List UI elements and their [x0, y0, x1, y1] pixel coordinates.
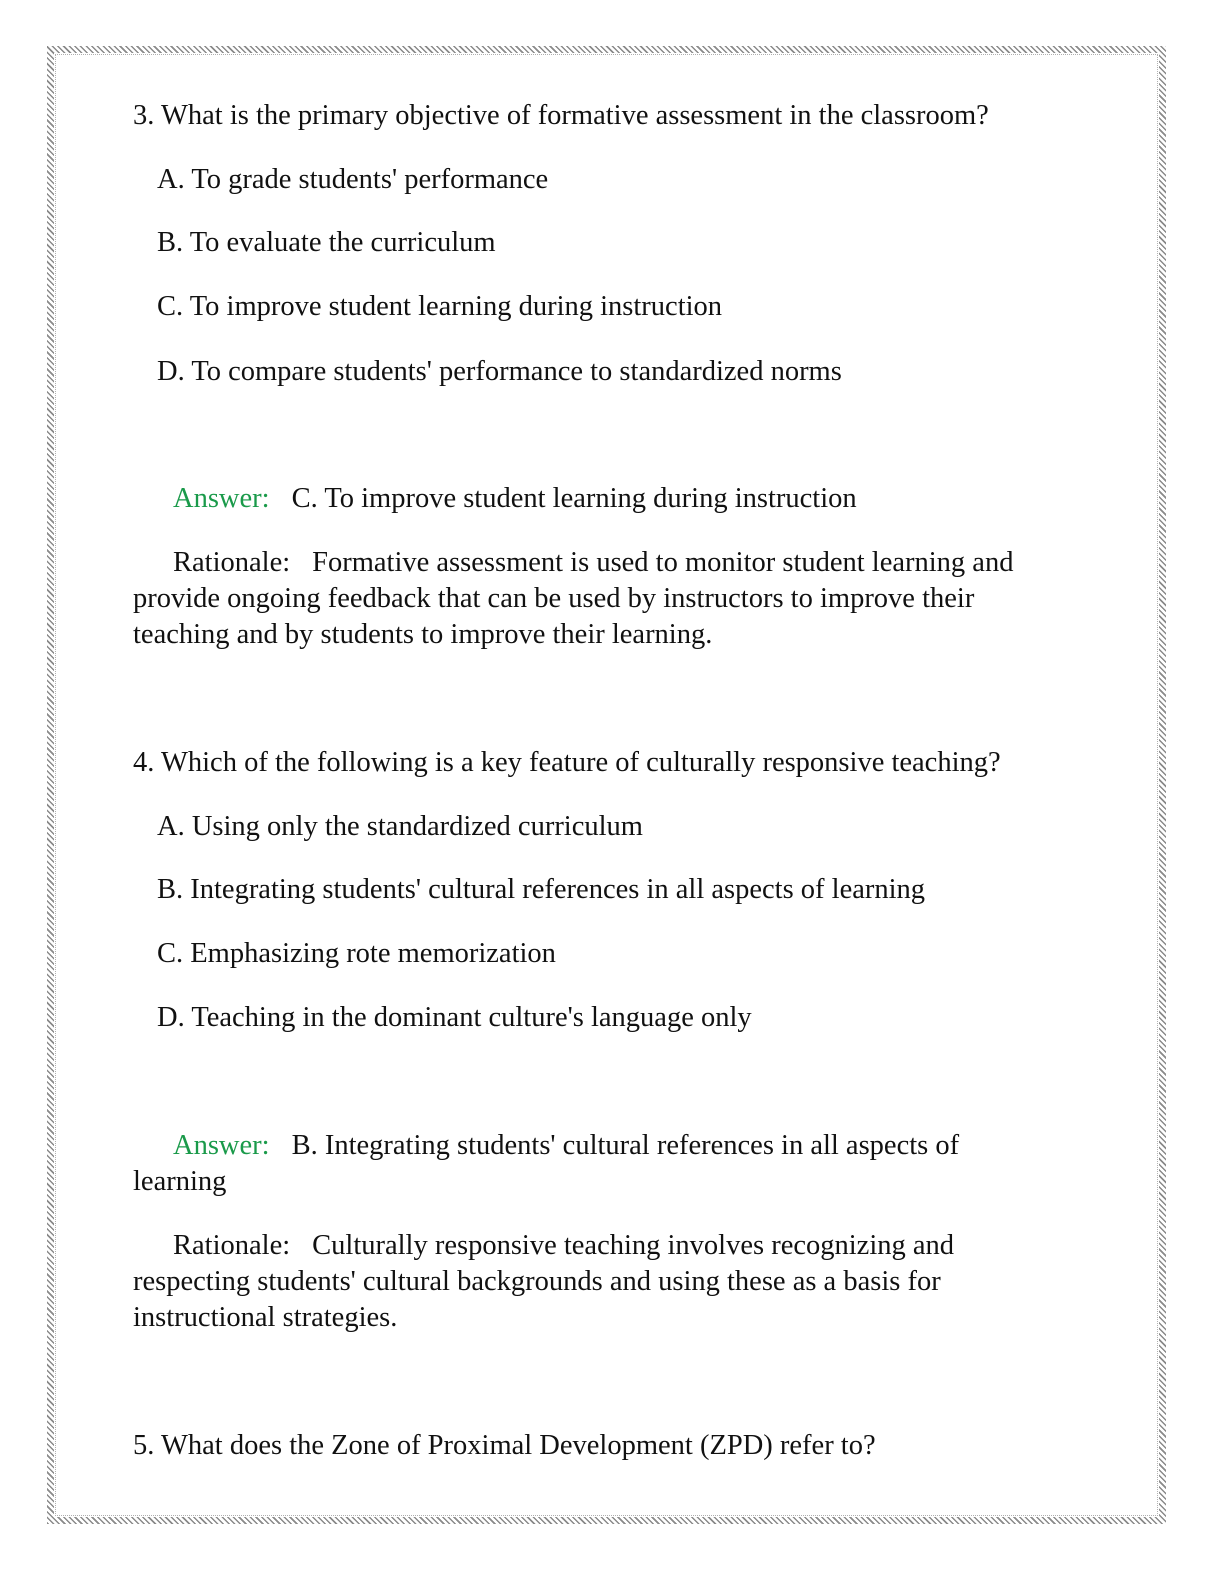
rationale-label: Rationale:: [173, 1230, 291, 1261]
question-4-text: 4. Which of the following is a key feature of culturally responsive teaching?: [133, 747, 1001, 778]
question-3-option-d: D. To compare students' performance to standardized norms: [157, 356, 842, 387]
question-5-text: 5. What does the Zone of Proximal Development (ZPD) refer to?: [133, 1430, 876, 1461]
question-4-option-b: B. Integrating students' cultural references in all aspects of learning: [157, 874, 926, 905]
question-4-option-d: D. Teaching in the dominant culture's language only: [157, 1002, 752, 1033]
rationale-text: Culturally responsive teaching involves recognizing and respecting students' cultural backgrounds and using these as a basis for instructional strategies.: [133, 1230, 955, 1333]
answer-text: C. To improve student learning during instruction: [291, 483, 857, 514]
question-3-rationale: [133, 545, 1048, 653]
question-4-answer: [133, 1128, 1033, 1200]
question-4-option-c: C. Emphasizing rote memorization: [157, 938, 556, 969]
answer-label: Answer:: [173, 1130, 270, 1161]
question-4-option-a: A. Using only the standardized curriculum: [157, 811, 643, 842]
answer-label: Answer:: [173, 483, 270, 514]
rationale-label: Rationale:: [173, 547, 291, 578]
question-3-option-b: B. To evaluate the curriculum: [157, 227, 496, 258]
answer-text: B. Integrating students' cultural references in all aspects of learning: [133, 1130, 960, 1197]
question-3-text: 3. What is the primary objective of formative assessment in the classroom?: [133, 100, 989, 131]
question-3-answer: [133, 481, 1033, 517]
question-3-option-c: C. To improve student learning during instruction: [157, 291, 723, 322]
rationale-text: Formative assessment is used to monitor student learning and provide ongoing feedback that can be used by instructors to improve their teaching and by students to improve their learning.: [133, 547, 1014, 650]
question-4-rationale: [133, 1228, 1048, 1336]
question-3-option-a: A. To grade students' performance: [157, 164, 549, 195]
